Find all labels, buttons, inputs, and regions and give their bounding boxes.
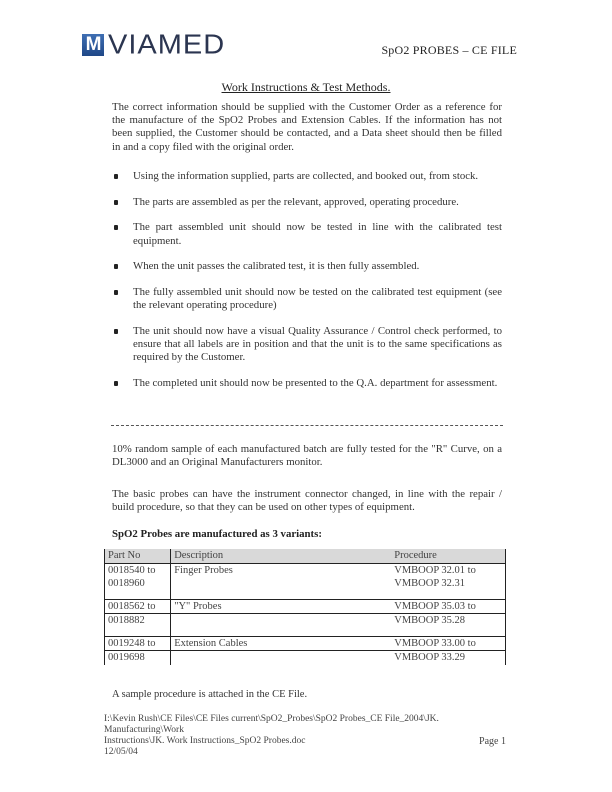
step-text: The unit should now have a visual Quality Assurance / Control check performed, to ensure that all labels are in position and that the unit is to the same specifications as required by the Customer. [133,324,502,364]
step-text: The part assembled unit should now be tested in line with the calibrated test equipment. [133,221,502,247]
bullet-icon [114,200,118,205]
list-item [112,170,502,183]
table-header-row [105,549,506,563]
part-no-cell: 0018562 to [105,599,171,614]
list-item [112,377,502,390]
logo-text: VIAMED [108,29,226,60]
sample-test-paragraph: 10% random sample of each manufactured batch are fully tested for the "R" Curve, on a DL3000 and an Original Manufacturers monitor. [112,443,502,469]
bullet-icon [114,290,118,295]
step-text: The parts are assembled as per the relevant, approved, operating procedure. [133,195,459,208]
table-row [105,614,506,628]
procedure-cell: VMBOOP 35.03 to [391,599,505,614]
part-no-cell: 0019698 [105,651,171,665]
step-text: Using the information supplied, parts are collected, and booked out, from stock. [133,170,479,182]
table-row [105,651,506,665]
column-header-description: Description [171,549,392,563]
part-no-cell: 0019248 to [105,636,171,651]
procedure-cell: VMBOOP 32.31 [391,577,505,591]
list-item [112,221,502,247]
procedure-steps-list [112,170,502,403]
page-number: Page 1 [479,736,506,747]
part-no-cell: 0018882 [105,614,171,628]
description-cell: Finger Probes [174,564,233,576]
description-cell: Extension Cables [171,636,392,651]
page-title: Work Instructions & Test Methods. [221,80,391,94]
page-footer [104,714,506,758]
connector-paragraph: The basic probes can have the instrument connector changed, in line with the repair / build procedure, so that they can be used on other types of equipment. [112,488,502,514]
description-cell: "Y" Probes [171,599,392,614]
footer-date: 12/05/04 [104,747,138,757]
procedure-cell: VMBOOP 33.29 [391,651,505,665]
column-header-part-no: Part No [105,549,171,563]
list-item [112,196,502,209]
variants-heading: SpO2 Probes are manufactured as 3 variants: [112,528,322,540]
intro-paragraph: The correct information should be supplied with the Customer Order as a reference for the manufacture of the SpO2 Probes and Extension Cables. If the information has not been supplied, the Customer should be contacted, and a Data sheet should then be filled in and a copy filed with the original order. [112,101,502,153]
list-item [112,260,502,273]
logo-m-icon: M [82,34,104,56]
file-path-line2: Instructions\JK. Work Instructions_SpO2 Probes.doc [104,736,306,746]
table-row [105,563,506,577]
step-text: The fully assembled unit should now be tested on the calibrated test equipment (see the relevant operating procedure) [133,286,502,312]
part-no-cell: 0018960 [105,577,171,591]
bullet-icon [114,264,118,269]
table-row [105,599,506,614]
list-item [112,325,502,365]
procedure-cell: VMBOOP 33.00 to [391,636,505,651]
procedure-cell: VMBOOP 35.28 [391,614,505,628]
dashed-divider [111,425,503,426]
procedure-cell: VMBOOP 32.01 to [391,563,505,577]
table-row [105,577,506,591]
step-text: The completed unit should now be presented to the Q.A. department for assessment. [133,377,498,390]
part-no-cell: 0018540 to [105,563,171,577]
file-path-line1: I:\Kevin Rush\CE Files\CE Files current\SpO2_Probes\SpO2 Probes_CE File_2004\JK. Manufacturing\Work [104,714,439,735]
bullet-icon [114,329,118,334]
closing-note: A sample procedure is attached in the CE File. [112,689,308,700]
viamed-logo [82,30,225,60]
column-header-procedure: Procedure [391,549,505,563]
step-text: When the unit passes the calibrated test, it is then fully assembled. [133,260,420,273]
file-title: SpO2 PROBES – CE FILE [381,43,517,57]
list-item [112,286,502,312]
bullet-icon [114,174,118,179]
bullet-icon [114,381,118,386]
bullet-icon [114,225,118,230]
table-row [105,636,506,651]
variants-table [104,549,506,665]
